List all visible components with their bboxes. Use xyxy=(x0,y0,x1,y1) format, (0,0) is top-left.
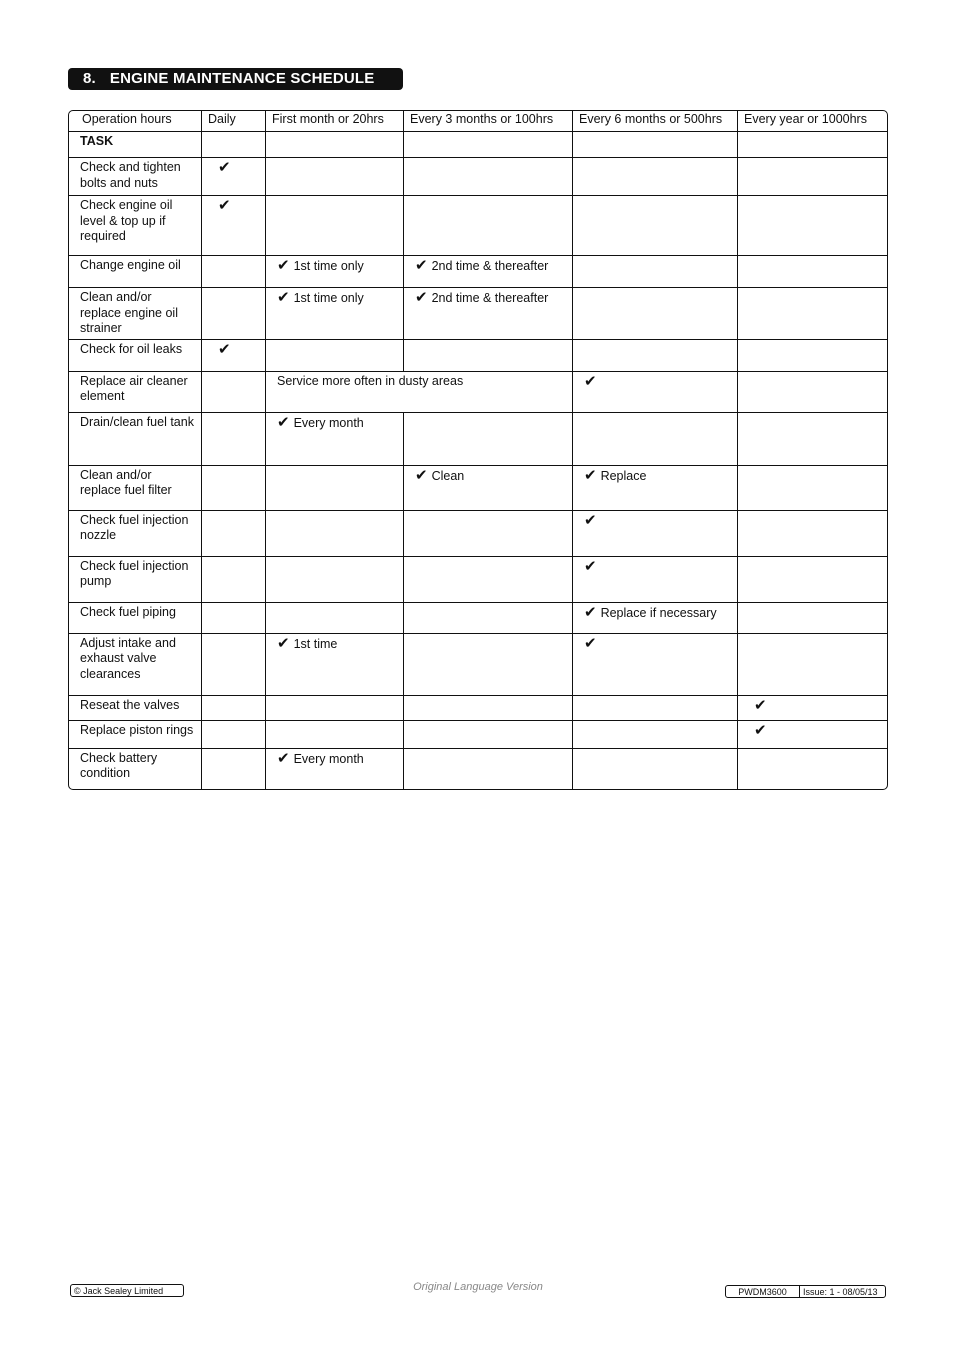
task-name: Adjust intake and exhaust valve clearances xyxy=(69,634,202,696)
empty-cell xyxy=(404,413,573,466)
empty-cell xyxy=(573,196,738,256)
cell-note: 1st time only xyxy=(293,291,364,305)
empty-cell xyxy=(573,696,738,721)
task-name: Check fuel injection nozzle xyxy=(69,511,202,557)
schedule-cell xyxy=(573,557,738,603)
task-name: Reseat the valves xyxy=(69,696,202,721)
schedule-cell xyxy=(573,511,738,557)
schedule-cell xyxy=(573,372,738,413)
check-icon: ✔ xyxy=(415,257,428,274)
schedule-cell xyxy=(738,721,887,749)
check-icon: ✔ xyxy=(584,466,597,484)
empty-cell xyxy=(738,603,887,634)
task-name: Replace piston rings xyxy=(69,721,202,749)
table-row xyxy=(69,466,887,511)
cell-note: 1st time only xyxy=(293,259,364,273)
document-code: PWDM3600 xyxy=(726,1286,800,1297)
table-row xyxy=(69,196,887,256)
empty-cell xyxy=(202,372,266,413)
empty-cell xyxy=(202,557,266,603)
empty-cell xyxy=(573,721,738,749)
empty-cell xyxy=(202,634,266,696)
copyright-box xyxy=(70,1284,184,1297)
cell-note: Replace if necessary xyxy=(600,605,717,620)
table-row xyxy=(69,413,887,466)
task-name: Clean and/or replace engine oil strainer xyxy=(69,288,202,340)
empty-cell xyxy=(202,603,266,634)
empty-cell xyxy=(266,196,404,256)
check-icon: ✔ xyxy=(277,749,290,767)
task-label: TASK xyxy=(69,132,202,158)
cell-note: 2nd time & thereafter xyxy=(431,291,549,305)
check-icon: ✔ xyxy=(277,257,290,274)
section-title xyxy=(68,68,403,90)
empty-cell xyxy=(404,696,573,721)
empty-cell xyxy=(573,749,738,789)
schedule-cell xyxy=(573,466,738,511)
section-number: 8. xyxy=(83,70,96,87)
table-row xyxy=(69,372,887,413)
table-row xyxy=(69,256,887,288)
task-name: Clean and/or replace fuel filter xyxy=(69,466,202,511)
empty-cell xyxy=(404,196,573,256)
empty-cell xyxy=(573,340,738,372)
issue-date: Issue: 1 - 08/05/13 xyxy=(803,1287,878,1297)
task-name: Check and tighten bolts and nuts xyxy=(69,158,202,196)
table-row xyxy=(69,696,887,721)
table-header-row xyxy=(69,111,887,132)
empty-cell xyxy=(266,511,404,557)
empty-cell xyxy=(738,511,887,557)
table-row xyxy=(69,721,887,749)
cell-note: Replace xyxy=(600,468,647,483)
empty-cell xyxy=(738,256,887,288)
cell-note: Every month xyxy=(293,751,364,766)
check-icon: ✔ xyxy=(584,603,597,621)
table-row xyxy=(69,749,887,789)
cell-note: 2nd time & thereafter xyxy=(431,259,549,273)
check-icon: ✔ xyxy=(218,159,231,176)
header-daily: Daily xyxy=(202,111,266,132)
task-label-row xyxy=(69,132,887,158)
task-name: Drain/clean fuel tank xyxy=(69,413,202,466)
empty-cell xyxy=(404,511,573,557)
schedule-cell xyxy=(573,603,738,634)
empty-cell xyxy=(404,634,573,696)
empty-cell xyxy=(738,634,887,696)
schedule-cell xyxy=(266,413,404,466)
empty-cell xyxy=(404,340,573,372)
empty-cell xyxy=(738,557,887,603)
table-row xyxy=(69,603,887,634)
empty-cell xyxy=(266,340,404,372)
schedule-cell xyxy=(266,256,404,288)
empty-cell xyxy=(404,603,573,634)
empty-cell xyxy=(266,158,404,196)
service-note: Service more often in dusty areas xyxy=(266,372,573,413)
check-icon: ✔ xyxy=(584,372,597,390)
check-icon: ✔ xyxy=(584,557,597,575)
task-name: Check engine oil level & top up if required xyxy=(69,196,202,256)
schedule-cell xyxy=(404,466,573,511)
table-row xyxy=(69,511,887,557)
empty-cell xyxy=(202,696,266,721)
table-row xyxy=(69,557,887,603)
empty-cell xyxy=(202,511,266,557)
empty-cell xyxy=(404,158,573,196)
check-icon: ✔ xyxy=(584,634,597,652)
table-row xyxy=(69,158,887,196)
schedule-cell xyxy=(266,288,404,340)
language-version: Original Language Version xyxy=(413,1281,543,1293)
header-operation-hours: Operation hours xyxy=(69,111,202,132)
check-icon: ✔ xyxy=(218,197,231,214)
schedule-cell xyxy=(738,696,887,721)
section-heading: ENGINE MAINTENANCE SCHEDULE xyxy=(109,70,375,87)
empty-cell xyxy=(404,749,573,789)
empty-cell xyxy=(266,696,404,721)
check-icon: ✔ xyxy=(754,721,767,739)
empty-cell xyxy=(738,749,887,789)
schedule-cell xyxy=(266,634,404,696)
empty-cell xyxy=(738,340,887,372)
header-first-month: First month or 20hrs xyxy=(266,111,404,132)
empty-cell xyxy=(202,256,266,288)
copyright-text: © Jack Sealey Limited xyxy=(74,1286,164,1296)
header-every-year: Every year or 1000hrs xyxy=(738,111,887,132)
empty-cell xyxy=(738,413,887,466)
empty-cell xyxy=(266,721,404,749)
empty-cell xyxy=(202,749,266,789)
cell-note: Clean xyxy=(431,468,465,483)
task-name: Replace air cleaner element xyxy=(69,372,202,413)
empty-cell xyxy=(738,196,887,256)
schedule-cell xyxy=(404,256,573,288)
header-every-3-months: Every 3 months or 100hrs xyxy=(404,111,573,132)
empty-cell xyxy=(573,288,738,340)
schedule-cell xyxy=(202,340,266,372)
table-row xyxy=(69,634,887,696)
check-icon: ✔ xyxy=(415,466,428,484)
check-icon: ✔ xyxy=(218,340,231,358)
empty-cell xyxy=(202,721,266,749)
maintenance-schedule-table xyxy=(68,110,888,790)
task-name: Check for oil leaks xyxy=(69,340,202,372)
empty-cell xyxy=(404,721,573,749)
task-name: Check fuel injection pump xyxy=(69,557,202,603)
task-name: Check fuel piping xyxy=(69,603,202,634)
empty-cell xyxy=(738,158,887,196)
empty-cell xyxy=(738,372,887,413)
empty-cell xyxy=(202,288,266,340)
check-icon: ✔ xyxy=(415,289,428,306)
document-code-box xyxy=(725,1285,886,1298)
empty-cell xyxy=(202,466,266,511)
schedule-cell xyxy=(404,288,573,340)
schedule-cell xyxy=(202,158,266,196)
table-row xyxy=(69,288,887,340)
empty-cell xyxy=(266,603,404,634)
cell-note: Every month xyxy=(293,415,364,430)
check-icon: ✔ xyxy=(584,511,597,529)
task-name: Change engine oil xyxy=(69,256,202,288)
empty-cell xyxy=(266,466,404,511)
empty-cell xyxy=(202,413,266,466)
empty-cell xyxy=(266,557,404,603)
schedule-cell xyxy=(202,196,266,256)
schedule-cell xyxy=(573,634,738,696)
empty-cell xyxy=(573,256,738,288)
empty-cell xyxy=(404,557,573,603)
table-row xyxy=(69,340,887,372)
empty-cell xyxy=(573,158,738,196)
empty-cell xyxy=(573,413,738,466)
check-icon: ✔ xyxy=(277,289,290,306)
check-icon: ✔ xyxy=(277,413,290,431)
schedule-cell xyxy=(266,749,404,789)
check-icon: ✔ xyxy=(754,696,767,714)
empty-cell xyxy=(738,288,887,340)
empty-cell xyxy=(738,466,887,511)
check-icon: ✔ xyxy=(277,634,290,652)
task-name: Check battery condition xyxy=(69,749,202,789)
cell-note: 1st time xyxy=(293,636,338,651)
header-every-6-months: Every 6 months or 500hrs xyxy=(573,111,738,132)
